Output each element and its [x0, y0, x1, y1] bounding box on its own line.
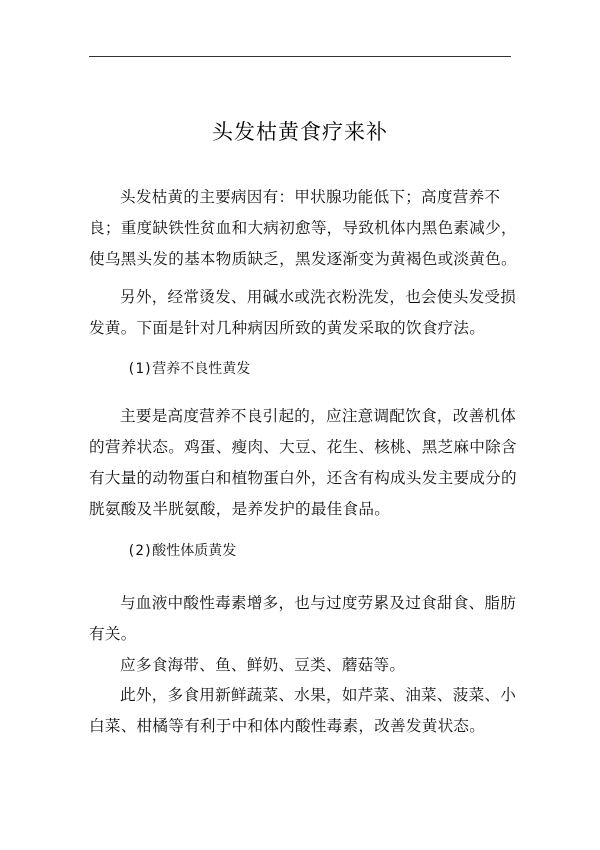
paragraph-other-causes: 另外，经常烫发、用碱水或洗衣粉洗发，也会使头发受损发黄。下面是针对几种病因所致的黄发采取的饮食疗法。 [89, 288, 517, 337]
section-heading-acidic: (2)酸性体质黄发 [127, 543, 237, 559]
section-heading-malnutrition: (1)营养不良性黄发 [127, 361, 251, 377]
paragraph-causes: 头发枯黄的主要病因有：甲状腺功能低下；高度营养不良；重度缺铁性贫血和大病初愈等，导致机体内黑色素减少，使乌黑头发的基本物质缺乏，黑发逐渐变为黄褐色或淡黄色。 [89, 188, 517, 268]
header-rule [89, 56, 511, 57]
paragraph-vegetables: 此外，多食用新鲜蔬菜、水果，如芹菜、油菜、菠菜、小白菜、柑橘等有利于中和体内酸性毒素，改善发黄状态。 [89, 686, 517, 735]
paragraph-malnutrition: 主要是高度营养不良引起的，应注意调配饮食，改善机体的营养状态。鸡蛋、瘦肉、大豆、花生、核桃、黑芝麻中除含有大量的动物蛋白和植物蛋白外，还含有构成头发主要成分的胱氨酸及半胱氨酸，是养发护的最佳食品。 [89, 407, 517, 518]
page-title: 头发枯黄食疗来补 [212, 120, 388, 144]
paragraph-acidic-causes: 与血液中酸性毒素增多，也与过度劳累及过食甜食、脂肪有关。 [89, 594, 517, 643]
paragraph-acidic-foods: 应多食海带、鱼、鲜奶、豆类、蘑菇等。 [120, 656, 406, 674]
